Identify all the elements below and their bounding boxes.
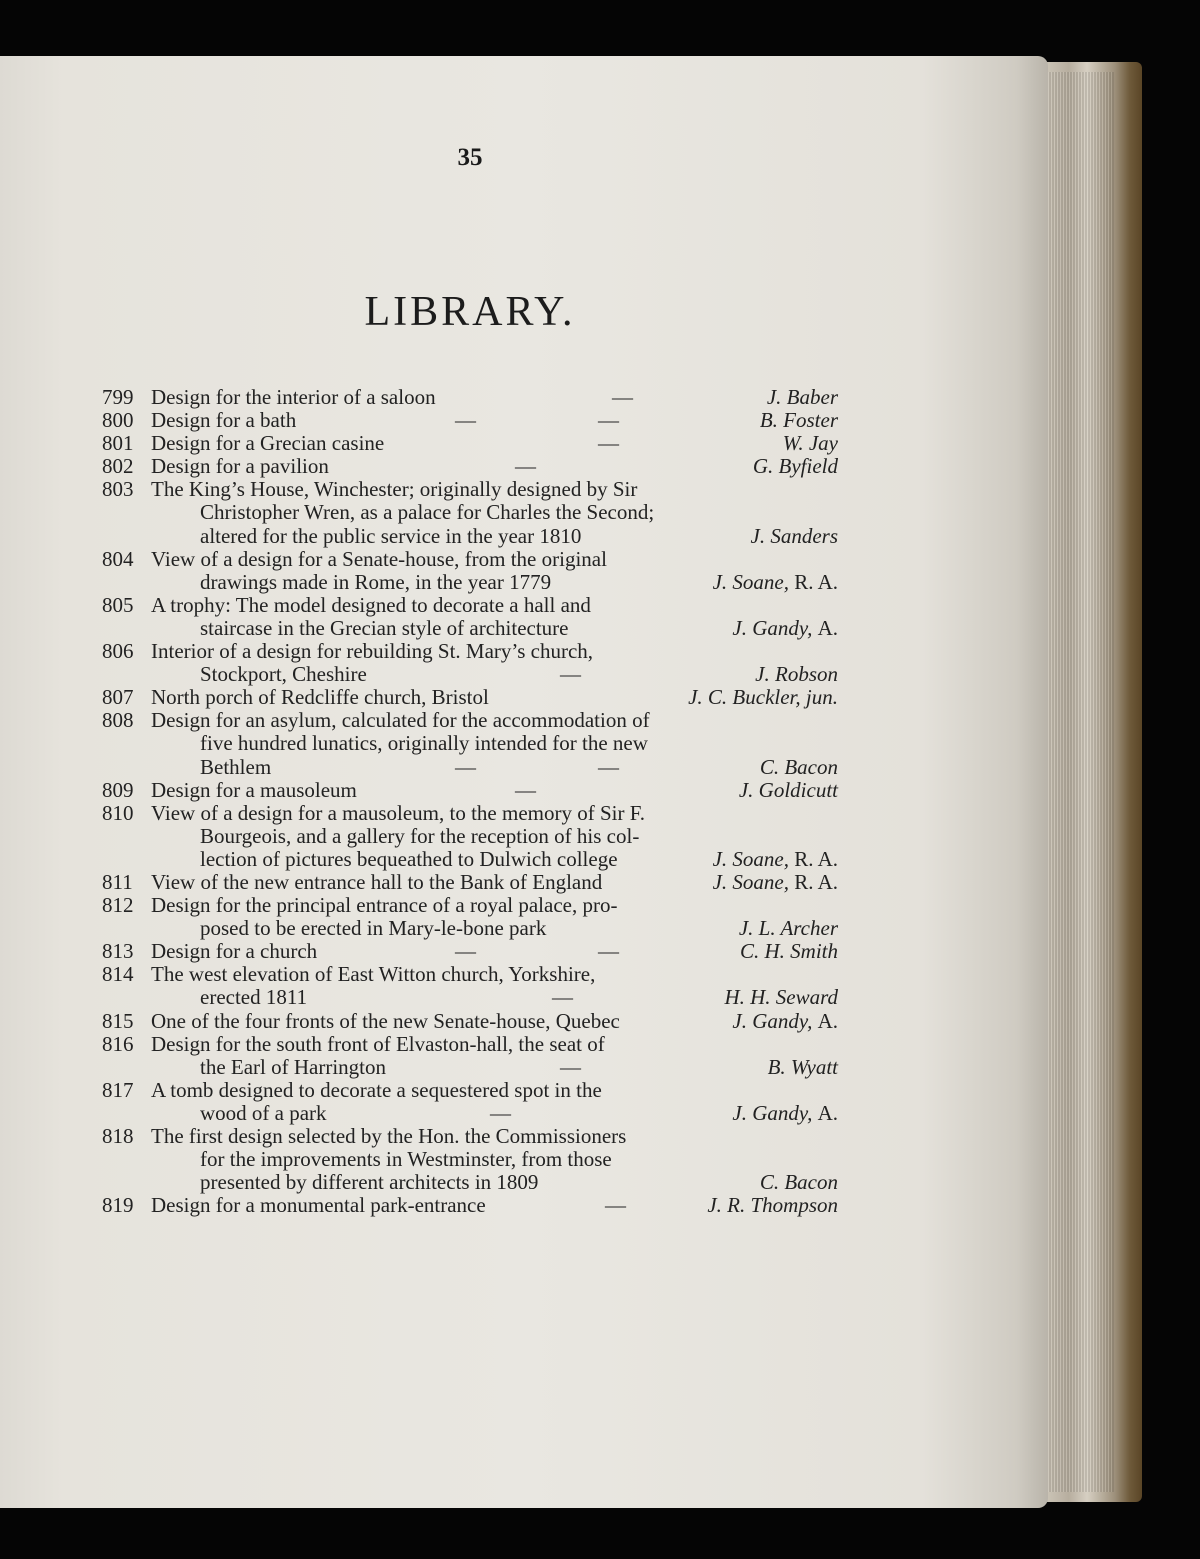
- entry-description: Bethlem: [200, 754, 272, 779]
- entry-line: [0, 663, 1048, 686]
- entry-description: Stockport, Cheshire: [200, 662, 367, 687]
- catalogue-entry: [0, 455, 1048, 478]
- leader-dash: —: [552, 985, 573, 1010]
- catalogue-entry: [0, 1033, 1048, 1079]
- entry-line: [0, 732, 1048, 755]
- leader-dash: —: [455, 408, 476, 433]
- catalogue-entry: [0, 1010, 1048, 1033]
- entry-line: [0, 594, 1048, 617]
- leader-dash: —: [560, 1054, 581, 1079]
- page-title: LIBRARY.: [364, 289, 576, 335]
- entry-line: [0, 963, 1048, 986]
- leader-dash: —: [515, 777, 536, 802]
- entry-number: 803: [102, 477, 134, 502]
- author-suffix: A.: [817, 615, 838, 640]
- leader-dash: —: [598, 939, 619, 964]
- entry-line: [0, 478, 1048, 501]
- entry-number: 805: [102, 592, 134, 617]
- author-name: J. R. Thompson: [707, 1193, 838, 1218]
- entry-description: posed to be erected in Mary-le-bone park: [200, 916, 547, 941]
- entry-line: [0, 1079, 1048, 1102]
- author-name: W. Jay: [782, 431, 838, 456]
- entry-line: [0, 640, 1048, 663]
- entry-author: [732, 1010, 838, 1033]
- entry-description: staircase in the Grecian style of architecture: [200, 615, 569, 640]
- author-name: J. L. Archer: [738, 916, 838, 941]
- entry-description: Design for an asylum, calculated for the accommodation of: [151, 708, 650, 733]
- author-name: J. Gandy,: [732, 615, 813, 640]
- catalogue-entry: [0, 963, 1048, 1009]
- entry-description: five hundred lunatics, originally intended for the new: [200, 731, 648, 756]
- entry-author: [732, 1102, 838, 1125]
- entry-line: [0, 894, 1048, 917]
- entry-author: [760, 756, 838, 779]
- entry-line: [0, 1102, 1048, 1125]
- author-name: J. Sanders: [750, 523, 838, 548]
- entry-description: The King’s House, Winchester; originally designed by Sir: [151, 477, 638, 502]
- entry-number: 819: [102, 1193, 134, 1218]
- catalogue-entry: [0, 802, 1048, 871]
- catalogue-entry: [0, 1079, 1048, 1125]
- entry-author: [732, 617, 838, 640]
- author-name: B. Foster: [759, 408, 838, 433]
- entry-line: [0, 686, 1048, 709]
- catalogue-entry: [0, 871, 1048, 894]
- entry-description: Design for a Grecian casine: [151, 431, 385, 456]
- entry-line: [0, 802, 1048, 825]
- entry-line: [0, 1010, 1048, 1033]
- entry-description: A tomb designed to decorate a sequestered spot in the: [151, 1077, 602, 1102]
- entry-author: [768, 1056, 838, 1079]
- catalogue-entry: [0, 894, 1048, 940]
- entry-line: [0, 756, 1048, 779]
- entry-number: 810: [102, 800, 134, 825]
- author-suffix: R. A.: [794, 846, 838, 871]
- entry-number: 806: [102, 639, 134, 664]
- entry-author: [767, 386, 838, 409]
- entry-author: [783, 432, 838, 455]
- entry-line: [0, 617, 1048, 640]
- entry-line: [0, 432, 1048, 455]
- entry-line: [0, 779, 1048, 802]
- entry-line: [0, 1056, 1048, 1079]
- entry-description: Christopher Wren, as a palace for Charles the Second;: [200, 500, 655, 525]
- author-name: C. Bacon: [759, 1170, 838, 1195]
- entry-number: 817: [102, 1077, 134, 1102]
- catalogue-entry: [0, 478, 1048, 547]
- entry-description: drawings made in Rome, in the year 1779: [200, 569, 552, 594]
- entry-description: the Earl of Harrington: [200, 1054, 387, 1079]
- page-number: 35: [457, 144, 483, 171]
- entry-author: [724, 986, 838, 1009]
- catalogue-entry: [0, 640, 1048, 686]
- author-suffix: A.: [817, 1100, 838, 1125]
- entry-number: 802: [102, 454, 134, 479]
- entry-description: Design for a church: [151, 939, 318, 964]
- entry-number: 815: [102, 1008, 134, 1033]
- entry-description: for the improvements in Westminster, from those: [200, 1147, 612, 1172]
- entry-author: [713, 848, 838, 871]
- leader-dash: —: [598, 754, 619, 779]
- catalogue-entry: [0, 1125, 1048, 1194]
- entry-number: 809: [102, 777, 134, 802]
- entry-line: [0, 940, 1048, 963]
- entry-number: 814: [102, 962, 134, 987]
- leader-dash: —: [605, 1193, 626, 1218]
- entry-description: One of the four fronts of the new Senate-house, Quebec: [151, 1008, 620, 1033]
- author-name: J. Gandy,: [732, 1100, 813, 1125]
- entry-author: [753, 455, 838, 478]
- leader-dash: —: [490, 1100, 511, 1125]
- entry-line: [0, 1148, 1048, 1171]
- entry-author: [755, 663, 838, 686]
- catalogue-entry: [0, 940, 1048, 963]
- entry-description: Bourgeois, and a gallery for the reception of his col-: [200, 823, 640, 848]
- entry-line: [0, 1171, 1048, 1194]
- entry-number: 804: [102, 546, 134, 571]
- entry-description: Design for a pavilion: [151, 454, 329, 479]
- entry-number: 800: [102, 408, 134, 433]
- entry-description: Design for a bath: [151, 408, 297, 433]
- catalogue-entry: [0, 386, 1048, 409]
- entry-number: 801: [102, 431, 134, 456]
- catalogue-entry: [0, 1194, 1048, 1217]
- entry-description: Design for a mausoleum: [151, 777, 357, 802]
- entry-description: A trophy: The model designed to decorate a hall and: [151, 592, 591, 617]
- author-name: H. H. Seward: [724, 985, 838, 1010]
- author-suffix: A.: [817, 1008, 838, 1033]
- entry-number: 799: [102, 385, 134, 409]
- entry-line: [0, 501, 1048, 524]
- entry-author: [713, 571, 838, 594]
- leader-dash: —: [612, 385, 633, 409]
- entry-author: [739, 779, 838, 802]
- catalogue-entry: [0, 709, 1048, 778]
- entry-author: [740, 940, 838, 963]
- entry-number: 808: [102, 708, 134, 733]
- entry-author: [713, 871, 838, 894]
- entry-line: [0, 917, 1048, 940]
- entry-author: [688, 686, 838, 709]
- author-name: J. Soane,: [712, 869, 789, 894]
- entry-line: [0, 709, 1048, 732]
- leader-dash: —: [515, 454, 536, 479]
- author-name: J. C. Buckler, jun.: [688, 685, 838, 710]
- leader-dash: —: [598, 431, 619, 456]
- entry-description: altered for the public service in the year 1810: [200, 523, 582, 548]
- entry-description: View of a design for a Senate-house, from the original: [151, 546, 607, 571]
- entry-author: [739, 917, 838, 940]
- entry-author: [751, 525, 839, 548]
- entry-line: [0, 409, 1048, 432]
- entry-description: The west elevation of East Witton church, Yorkshire,: [151, 962, 596, 987]
- entry-line: [0, 1194, 1048, 1217]
- entry-line: [0, 548, 1048, 571]
- catalogue-entry: [0, 548, 1048, 594]
- entry-number: 812: [102, 893, 134, 918]
- entry-line: [0, 986, 1048, 1009]
- leader-dash: —: [455, 754, 476, 779]
- entry-description: Design for a monumental park-entrance: [151, 1193, 486, 1218]
- entry-number: 807: [102, 685, 134, 710]
- leader-dash: —: [455, 939, 476, 964]
- author-suffix: R. A.: [794, 869, 838, 894]
- entry-description: wood of a park: [200, 1100, 327, 1125]
- entry-line: [0, 455, 1048, 478]
- leader-dash: —: [560, 662, 581, 687]
- book-page: [0, 56, 1048, 1508]
- author-name: J. Gandy,: [732, 1008, 813, 1033]
- leader-dash: —: [598, 408, 619, 433]
- entry-description: Design for the interior of a saloon: [151, 385, 436, 409]
- catalogue-entry: [0, 409, 1048, 432]
- entry-line: [0, 848, 1048, 871]
- catalogue-entries: [0, 386, 1048, 1217]
- entry-description: North porch of Redcliffe church, Bristol: [151, 685, 489, 710]
- entry-description: View of a design for a mausoleum, to the memory of Sir F.: [151, 800, 645, 825]
- author-name: C. H. Smith: [739, 939, 838, 964]
- entry-description: The first design selected by the Hon. the Commissioners: [151, 1124, 627, 1148]
- entry-line: [0, 825, 1048, 848]
- entry-line: [0, 571, 1048, 594]
- author-suffix: R. A.: [794, 569, 838, 594]
- entry-number: 811: [102, 869, 133, 894]
- entry-description: View of the new entrance hall to the Bank of England: [151, 869, 603, 894]
- entry-line: [0, 525, 1048, 548]
- entry-line: [0, 386, 1048, 409]
- entry-description: Design for the south front of Elvaston-hall, the seat of: [151, 1031, 605, 1056]
- catalogue-entry: [0, 686, 1048, 709]
- entry-number: 813: [102, 939, 134, 964]
- entry-description: lection of pictures bequeathed to Dulwich college: [200, 846, 618, 871]
- author-name: B. Wyatt: [767, 1054, 838, 1079]
- entry-author: [760, 1171, 838, 1194]
- entry-line: [0, 1125, 1048, 1148]
- entry-number: 818: [102, 1124, 134, 1148]
- author-name: J. Baber: [766, 385, 838, 409]
- author-name: J. Soane,: [712, 569, 789, 594]
- catalogue-entry: [0, 594, 1048, 640]
- catalogue-entry: [0, 432, 1048, 455]
- author-name: J. Goldicutt: [738, 777, 838, 802]
- entry-description: Design for the principal entrance of a royal palace, pro-: [151, 893, 618, 918]
- author-name: J. Soane,: [712, 846, 789, 871]
- entry-description: erected 1811: [200, 985, 308, 1010]
- entry-author: [760, 409, 838, 432]
- entry-description: Interior of a design for rebuilding St. Mary’s church,: [151, 639, 594, 664]
- entry-number: 816: [102, 1031, 134, 1056]
- entry-description: presented by different architects in 1809: [200, 1170, 539, 1195]
- author-name: G. Byfield: [752, 454, 838, 479]
- catalogue-entry: [0, 779, 1048, 802]
- author-name: J. Robson: [755, 662, 838, 687]
- entry-line: [0, 871, 1048, 894]
- author-name: C. Bacon: [759, 754, 838, 779]
- entry-line: [0, 1033, 1048, 1056]
- entry-author: [707, 1194, 838, 1217]
